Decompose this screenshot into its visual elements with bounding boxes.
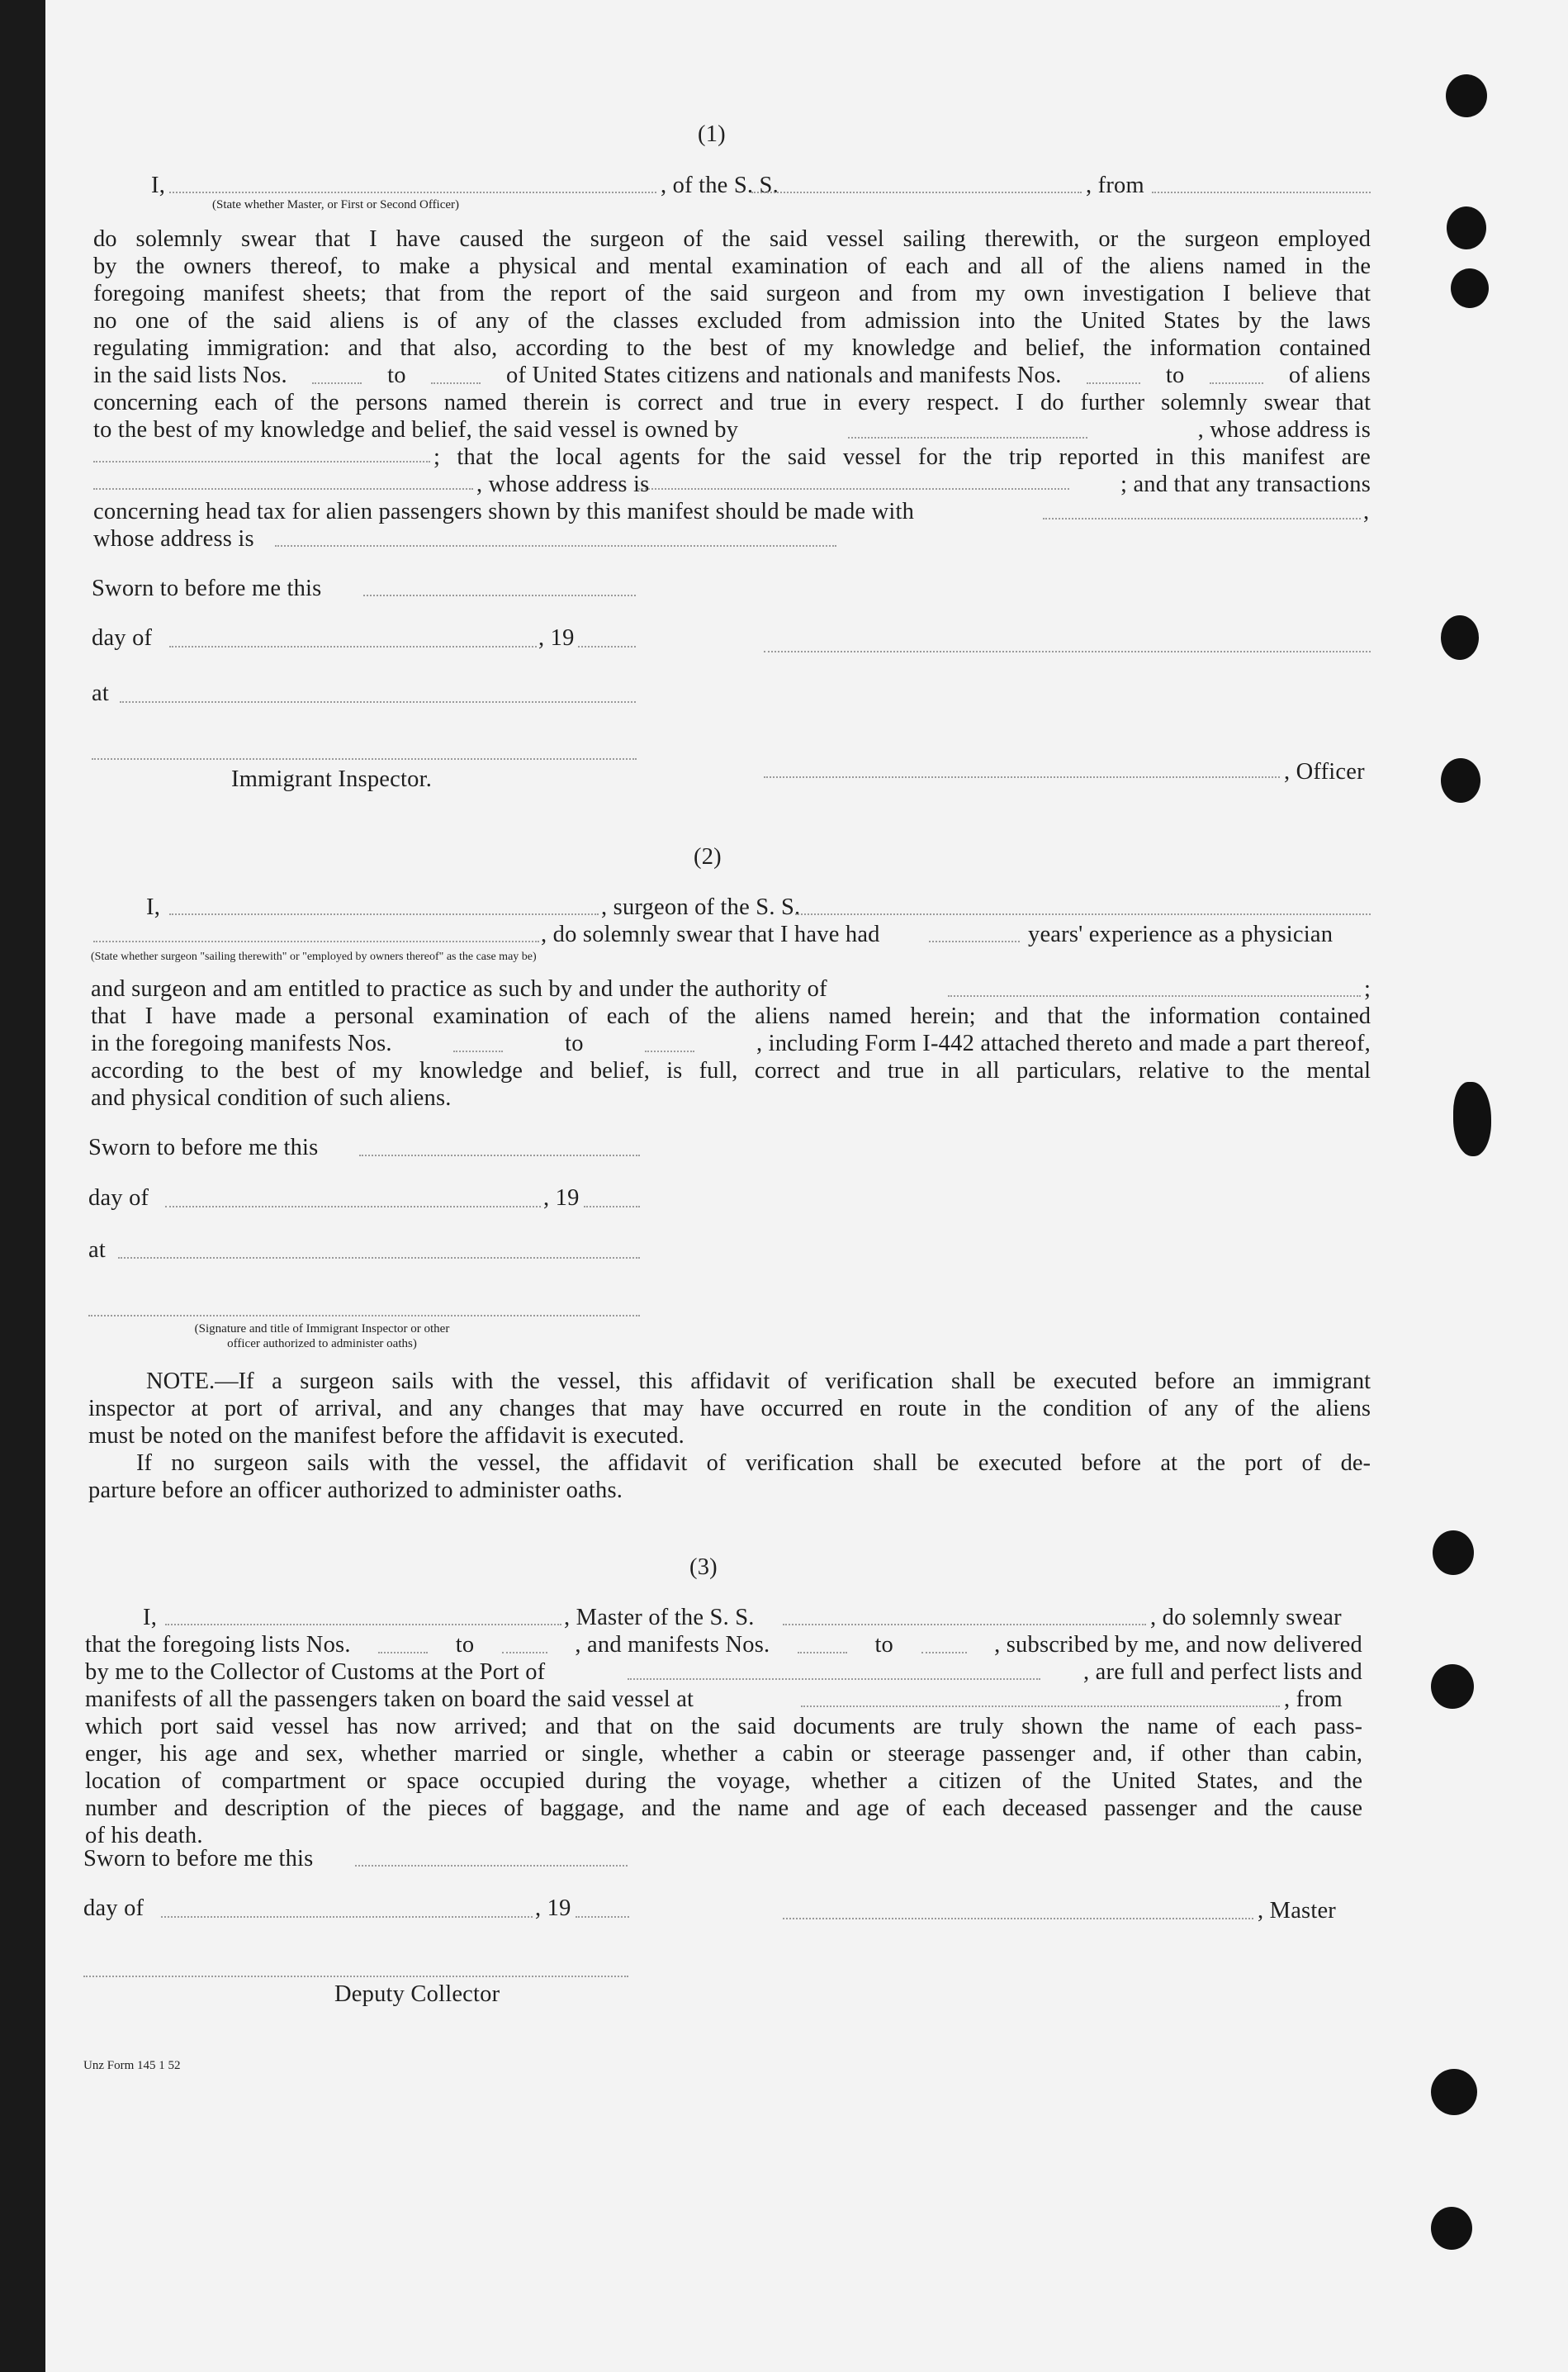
s2-note-line: parture before an officer authorized to administer oaths. bbox=[88, 1478, 623, 1503]
s3-year-prefix: , 19 bbox=[535, 1895, 571, 1921]
s2-sworn-label: Sworn to before me this bbox=[88, 1135, 319, 1160]
s2-ship-label: , surgeon of the S. S. bbox=[601, 894, 801, 920]
s1-ship-name-field[interactable] bbox=[751, 192, 1082, 193]
s2-at-field[interactable] bbox=[118, 1257, 640, 1259]
s3-deputy-label: Deputy Collector bbox=[334, 1981, 500, 2007]
s1-transactions-text: ; and that any transactions bbox=[1120, 472, 1371, 497]
s1-list-to-field[interactable] bbox=[431, 382, 481, 384]
s2-note-line: must be noted on the manifest before the affidavit is executed. bbox=[88, 1423, 685, 1449]
punch-hole bbox=[1431, 1664, 1474, 1709]
s3-port-text: by me to the Collector of Customs at the Port of bbox=[85, 1659, 546, 1685]
s1-manifest-to-field[interactable] bbox=[1210, 382, 1263, 384]
s2-surgeon-type-field[interactable] bbox=[93, 941, 539, 942]
s3-manifest-to-field[interactable] bbox=[921, 1652, 967, 1653]
s1-inspector-signature-field[interactable] bbox=[92, 758, 637, 760]
s2-signature-field[interactable] bbox=[88, 1315, 640, 1316]
s3-sworn-day-field[interactable] bbox=[355, 1865, 628, 1867]
s2-i-label: I, bbox=[146, 894, 161, 920]
s3-collector-signature-field[interactable] bbox=[83, 1976, 628, 1977]
s2-year-field[interactable] bbox=[584, 1206, 640, 1207]
s1-officer-name-field[interactable] bbox=[169, 192, 656, 193]
s1-officer-note: (State whether Master, or First or Second Officer) bbox=[212, 198, 460, 211]
punch-hole bbox=[1431, 2069, 1477, 2115]
s3-ship-label: , Master of the S. S. bbox=[564, 1605, 755, 1630]
s1-at-field[interactable] bbox=[120, 701, 636, 703]
s2-experience-text: years' experience as a physician bbox=[1028, 922, 1334, 947]
s1-month-field[interactable] bbox=[169, 646, 537, 648]
section-1-heading: (1) bbox=[698, 121, 726, 147]
s3-text-line: enger, his age and sex, whether married or single, whether a cabin or steerage passenger and, if other than cabin, bbox=[85, 1741, 1362, 1767]
s3-text-line: location of compartment or space occupied during the voyage, whether a citizen of the United States, and the bbox=[85, 1768, 1362, 1794]
s1-headtax-address-field[interactable] bbox=[275, 545, 836, 547]
s2-month-field[interactable] bbox=[165, 1206, 541, 1207]
s1-officer-signature-field[interactable] bbox=[764, 776, 1280, 778]
s1-agents-text: ; that the local agents for the said vessel for the trip reported in this manifest are bbox=[433, 444, 1371, 470]
punch-hole bbox=[1441, 615, 1479, 660]
s2-manifest-from-field[interactable] bbox=[453, 1051, 503, 1052]
s3-month-field[interactable] bbox=[161, 1916, 533, 1918]
s2-note-paragraph-3 bbox=[88, 1449, 1371, 1477]
s1-paragraph-2 bbox=[93, 389, 1371, 416]
s2-note-paragraph bbox=[88, 1368, 1371, 1395]
s3-full-lists-text: , are full and perfect lists and bbox=[1083, 1659, 1362, 1685]
punch-hole bbox=[1433, 1530, 1474, 1575]
s1-headtax-comma: , bbox=[1363, 499, 1370, 524]
s1-master-signature-field[interactable] bbox=[764, 651, 1371, 652]
s3-swear-text: , do solemnly swear bbox=[1150, 1605, 1342, 1630]
s1-text-line: no one of the said aliens is of any of the classes excluded from admission into the United States by the laws bbox=[93, 308, 1371, 334]
s2-year-prefix: , 19 bbox=[543, 1185, 580, 1211]
s1-inspector-label: Immigrant Inspector. bbox=[231, 766, 433, 792]
s2-paragraph bbox=[91, 1003, 1371, 1030]
s2-dayof-label: day of bbox=[88, 1185, 149, 1211]
s1-dayof-label: day of bbox=[92, 625, 153, 651]
punch-hole bbox=[1446, 74, 1487, 117]
s3-from-label: , from bbox=[1284, 1686, 1343, 1712]
s2-sworn-day-field[interactable] bbox=[359, 1155, 640, 1156]
s1-at-label: at bbox=[92, 681, 109, 706]
s2-text-line: and physical condition of such aliens. bbox=[91, 1085, 452, 1111]
s3-list-from-field[interactable] bbox=[378, 1652, 428, 1653]
s1-agents-address-label: , whose address is bbox=[476, 472, 650, 497]
s1-sworn-label: Sworn to before me this bbox=[92, 576, 322, 601]
s2-surgeon-name-field[interactable] bbox=[169, 913, 599, 915]
s1-paragraph bbox=[93, 225, 1371, 362]
s2-swear-text: , do solemnly swear that I have had bbox=[541, 922, 880, 947]
s1-owner-field[interactable] bbox=[848, 437, 1087, 439]
s1-headtax-text: concerning head tax for alien passengers shown by this manifest should be made with bbox=[93, 499, 915, 524]
s1-officer-label: , Officer bbox=[1284, 759, 1365, 785]
s3-text-line: which port said vessel has now arrived; and that on the said documents are truly shown the name of each pass- bbox=[85, 1714, 1362, 1739]
s2-text-line: that I have made a personal examination of each of the aliens named herein; and that the information contained bbox=[91, 1003, 1371, 1029]
s1-sworn-day-field[interactable] bbox=[363, 595, 636, 596]
s3-lists-line: that the foregoing lists Nos. to , and manifests Nos. to , subscribed by me, and now delivered bbox=[85, 1632, 1362, 1658]
s1-owner-address-field[interactable] bbox=[93, 461, 430, 463]
form-page bbox=[45, 0, 1568, 2372]
punch-hole bbox=[1453, 1082, 1491, 1156]
punch-hole bbox=[1451, 268, 1489, 308]
section-2-heading: (2) bbox=[694, 844, 722, 870]
s1-year-prefix: , 19 bbox=[538, 625, 575, 651]
s2-manifest-to-field[interactable] bbox=[645, 1051, 694, 1052]
s1-year-field[interactable] bbox=[578, 646, 636, 648]
s1-text-line: regulating immigration: and that also, according to the best of my knowledge and belief, the information contained bbox=[93, 335, 1371, 361]
s1-owner-line: to the best of my knowledge and belief, the said vessel is owned by , whose address is bbox=[93, 417, 1371, 443]
s2-surgeon-note: (State whether surgeon "sailing therewith" or "employed by owners thereof" as the case may be) bbox=[91, 951, 537, 963]
s1-lists-line: in the said lists Nos. to of United States citizens and nationals and manifests Nos. to of aliens bbox=[93, 363, 1371, 388]
s3-i-label: I, bbox=[143, 1605, 158, 1630]
s2-at-label: at bbox=[88, 1237, 106, 1263]
section-3-heading: (3) bbox=[689, 1554, 718, 1580]
s3-master-label: , Master bbox=[1258, 1898, 1336, 1924]
s3-boarded-text: manifests of all the passengers taken on board the said vessel at bbox=[85, 1686, 694, 1712]
s1-from-field[interactable] bbox=[1152, 192, 1371, 193]
s2-note-paragraph-2 bbox=[88, 1395, 1371, 1422]
s2-signature-caption: (Signature and title of Immigrant Inspector or other officer authorized to administer oaths) bbox=[194, 1322, 450, 1350]
s3-text-line: number and description of the pieces of baggage, and the name and age of each deceased passenger and the cause bbox=[85, 1796, 1362, 1821]
s1-i-label: I, bbox=[151, 173, 166, 198]
s2-note-line: inspector at port of arrival, and any changes that may have occurred en route in the condition of any of the aliens bbox=[88, 1396, 1371, 1421]
s3-sworn-label: Sworn to before me this bbox=[83, 1846, 314, 1872]
form-number: Unz Form 145 1 52 bbox=[83, 2059, 181, 2072]
s1-text-line: do solemnly swear that I have caused the surgeon of the said vessel sailing therewith, or the surgeon employed bbox=[93, 226, 1371, 252]
s2-note-line: NOTE.—If a surgeon sails with the vessel, this affidavit of verification shall be executed before an immigrant bbox=[146, 1369, 1371, 1394]
punch-hole bbox=[1447, 206, 1486, 249]
s3-ship-name-field[interactable] bbox=[783, 1624, 1146, 1625]
s1-agents-field[interactable] bbox=[93, 488, 473, 490]
s1-list-from-field[interactable] bbox=[312, 382, 362, 384]
s3-manifest-from-field[interactable] bbox=[798, 1652, 847, 1653]
s3-year-field[interactable] bbox=[576, 1916, 629, 1918]
punch-hole bbox=[1441, 758, 1480, 803]
s1-text-line: by the owners thereof, to make a physical and mental examination of each and all of the aliens named in the bbox=[93, 254, 1371, 279]
s3-master-signature-field[interactable] bbox=[783, 1918, 1253, 1919]
s1-manifest-from-field[interactable] bbox=[1087, 382, 1140, 384]
s2-semicolon: ; bbox=[1364, 976, 1371, 1002]
s3-dayof-label: day of bbox=[83, 1895, 144, 1921]
punch-hole bbox=[1431, 2207, 1472, 2250]
s2-ship-name-field[interactable] bbox=[795, 913, 1371, 915]
s1-text-line: concerning each of the persons named therein is correct and true in every respect. I do further solemnly swear that bbox=[93, 390, 1371, 415]
s2-authority-field[interactable] bbox=[948, 995, 1361, 997]
s2-paragraph-2 bbox=[91, 1057, 1371, 1084]
s3-port-field[interactable] bbox=[628, 1678, 1040, 1680]
s1-whose-address-label: whose address is bbox=[93, 526, 254, 552]
s2-note-line: If no surgeon sails with the vessel, the affidavit of verification shall be executed before at the port of de- bbox=[136, 1450, 1371, 1476]
s3-master-name-field[interactable] bbox=[165, 1624, 561, 1625]
s3-paragraph bbox=[85, 1713, 1362, 1822]
s2-authority-text: and surgeon and am entitled to practice as such by and under the authority of bbox=[91, 976, 827, 1002]
s1-headtax-field[interactable] bbox=[1043, 518, 1361, 519]
s1-from-label: , from bbox=[1086, 173, 1144, 198]
s3-boarded-port-field[interactable] bbox=[801, 1705, 1280, 1707]
s1-ship-label: , of the S. S. bbox=[661, 173, 779, 198]
s3-text-line: of his death. bbox=[85, 1823, 203, 1848]
s2-years-field[interactable] bbox=[929, 941, 1020, 942]
s2-manifests-line: in the foregoing manifests Nos. to , including Form I-442 attached thereto and made a part thereof, bbox=[91, 1031, 1371, 1056]
s1-text-line: foregoing manifest sheets; that from the report of the said surgeon and from my own investigation I believe that bbox=[93, 281, 1371, 306]
s1-agents-address-field[interactable] bbox=[638, 488, 1069, 490]
s3-list-to-field[interactable] bbox=[502, 1652, 547, 1653]
s2-text-line: according to the best of my knowledge and belief, is full, correct and true in all particulars, relative to the mental bbox=[91, 1058, 1371, 1084]
